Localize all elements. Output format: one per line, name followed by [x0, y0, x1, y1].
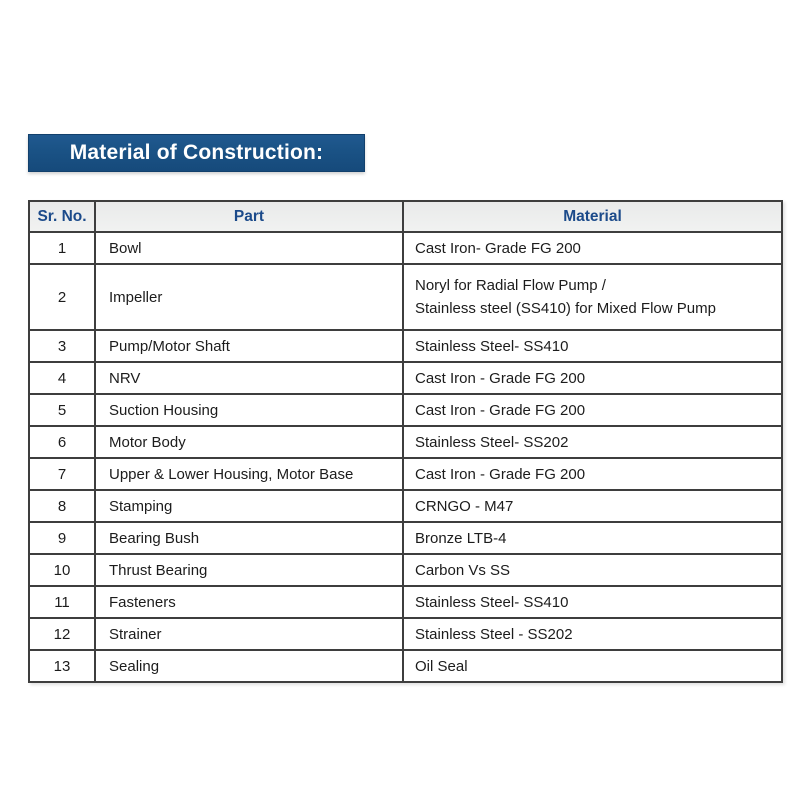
table-row	[29, 426, 782, 458]
cell-sr-no: 5	[29, 394, 95, 426]
cell-sr-no: 12	[29, 618, 95, 650]
cell-part: Suction Housing	[95, 394, 403, 426]
cell-part: Impeller	[95, 264, 403, 330]
cell-part: Motor Body	[95, 426, 403, 458]
cell-sr-no: 1	[29, 232, 95, 264]
cell-part: Pump/Motor Shaft	[95, 330, 403, 362]
cell-material	[403, 232, 782, 264]
cell-sr-no: 6	[29, 426, 95, 458]
table-header	[29, 201, 782, 232]
material-line: Stainless Steel- SS410	[415, 593, 569, 611]
cell-sr-no: 11	[29, 586, 95, 618]
col-header-sr-no: Sr. No.	[29, 201, 95, 232]
table-row	[29, 554, 782, 586]
cell-material	[403, 330, 782, 362]
cell-part: Upper & Lower Housing, Motor Base	[95, 458, 403, 490]
material-line: Carbon Vs SS	[415, 561, 511, 579]
cell-material	[403, 554, 782, 586]
material-line: CRNGO - M47	[415, 497, 514, 515]
cell-part: Strainer	[95, 618, 403, 650]
table-body	[29, 232, 782, 682]
col-header-part: Part	[95, 201, 403, 232]
cell-part: Stamping	[95, 490, 403, 522]
cell-material	[403, 618, 782, 650]
material-line: Bronze LTB-4	[415, 529, 507, 547]
table-row	[29, 394, 782, 426]
cell-part: Bowl	[95, 232, 403, 264]
material-line: Cast Iron - Grade FG 200	[415, 401, 586, 419]
cell-sr-no: 2	[29, 264, 95, 330]
cell-sr-no: 13	[29, 650, 95, 682]
material-line: Cast Iron - Grade FG 200	[415, 369, 586, 387]
cell-part: Thrust Bearing	[95, 554, 403, 586]
col-header-material: Material	[403, 201, 782, 232]
cell-part: Fasteners	[95, 586, 403, 618]
material-line: Stainless Steel- SS202	[415, 433, 569, 451]
cell-part: Bearing Bush	[95, 522, 403, 554]
cell-sr-no: 3	[29, 330, 95, 362]
cell-material	[403, 362, 782, 394]
material-line: Stainless steel (SS410) for Mixed Flow Pump	[415, 300, 716, 317]
material-line: Stainless Steel- SS410	[415, 337, 569, 355]
cell-material	[403, 586, 782, 618]
cell-sr-no: 10	[29, 554, 95, 586]
cell-sr-no: 8	[29, 490, 95, 522]
title-banner	[28, 134, 365, 172]
material-line: Stainless Steel - SS202	[415, 625, 573, 643]
table-row	[29, 650, 782, 682]
cell-material	[403, 522, 782, 554]
cell-sr-no: 4	[29, 362, 95, 394]
cell-sr-no: 9	[29, 522, 95, 554]
table-row	[29, 490, 782, 522]
table-row	[29, 586, 782, 618]
table-row	[29, 522, 782, 554]
cell-material	[403, 264, 782, 330]
material-line: Noryl for Radial Flow Pump /	[415, 277, 606, 294]
cell-material	[403, 426, 782, 458]
cell-part: Sealing	[95, 650, 403, 682]
header-row	[29, 201, 782, 232]
materials-table	[28, 200, 783, 683]
cell-material	[403, 650, 782, 682]
table-row	[29, 264, 782, 330]
material-line: Oil Seal	[415, 657, 468, 675]
table-row	[29, 330, 782, 362]
table-row	[29, 618, 782, 650]
table-row	[29, 458, 782, 490]
cell-material	[403, 458, 782, 490]
cell-material	[403, 490, 782, 522]
cell-sr-no: 7	[29, 458, 95, 490]
material-line: Cast Iron- Grade FG 200	[415, 239, 581, 257]
table-row	[29, 362, 782, 394]
material-line: Cast Iron - Grade FG 200	[415, 465, 586, 483]
table-row	[29, 232, 782, 264]
cell-material	[403, 394, 782, 426]
cell-part: NRV	[95, 362, 403, 394]
page-title: Material of Construction:	[69, 141, 324, 164]
